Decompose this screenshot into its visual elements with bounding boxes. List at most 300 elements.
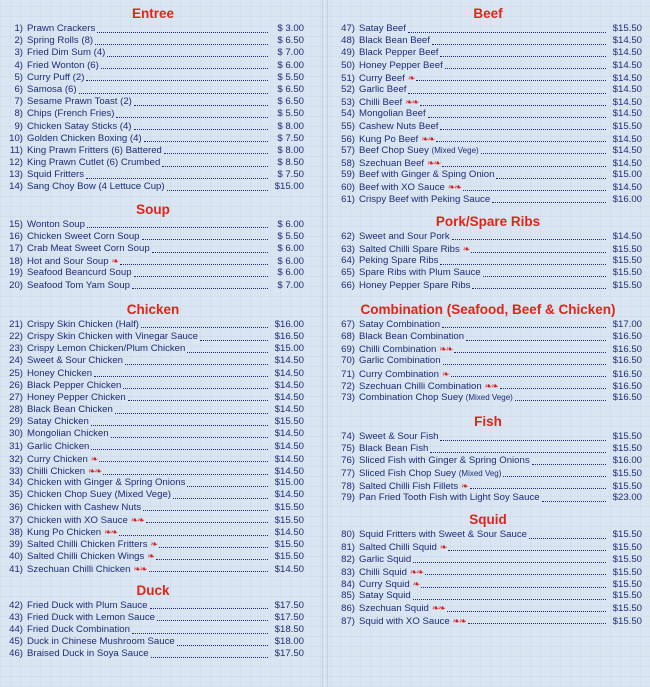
item-price: $ 6.00 bbox=[277, 218, 304, 230]
item-price: $23.00 bbox=[612, 492, 642, 503]
item-name-text: Chicken with XO Sauce bbox=[27, 514, 128, 526]
item-name bbox=[359, 468, 501, 480]
chili-pepper-icon: ❧ bbox=[150, 539, 158, 550]
menu-item-row bbox=[2, 72, 304, 84]
item-number: 15) bbox=[9, 218, 23, 230]
item-name bbox=[27, 600, 148, 612]
item-number: 76) bbox=[341, 455, 355, 467]
item-number: 52) bbox=[341, 83, 355, 95]
item-price: $ 6.50 bbox=[277, 83, 304, 95]
item-number: 7) bbox=[14, 96, 23, 108]
item-name-text: Garlic Chicken bbox=[27, 440, 90, 452]
item-name-text: Curry Chicken bbox=[27, 453, 88, 465]
item-name bbox=[359, 60, 443, 72]
menu-item-row bbox=[334, 280, 642, 292]
item-number: 17) bbox=[9, 243, 23, 254]
item-number: 34) bbox=[9, 477, 23, 489]
item-name bbox=[359, 267, 481, 279]
menu-item-row bbox=[2, 563, 304, 575]
menu-item-row bbox=[334, 590, 642, 602]
item-number: 86) bbox=[341, 603, 355, 615]
item-name bbox=[359, 392, 513, 404]
item-name bbox=[359, 455, 530, 467]
chili-pepper-icon: ❧❧ bbox=[104, 526, 118, 537]
item-name bbox=[27, 564, 130, 576]
item-number: 13) bbox=[9, 169, 23, 181]
item-price: $15.50 bbox=[274, 514, 304, 526]
section-gap bbox=[2, 292, 304, 300]
leader-dots bbox=[454, 344, 606, 353]
item-price: $16.50 bbox=[612, 330, 642, 342]
item-name bbox=[27, 96, 132, 108]
item-number: 33) bbox=[9, 466, 23, 477]
item-name-text: Garlic Combination bbox=[359, 355, 441, 367]
item-price: $15.50 bbox=[612, 603, 642, 615]
item-name-text: Sweet and Sour Pork bbox=[359, 230, 450, 242]
item-name bbox=[359, 108, 426, 120]
item-name bbox=[27, 380, 121, 392]
left-column bbox=[2, 4, 304, 661]
section-title-squid: Squid bbox=[469, 512, 507, 528]
leader-dots bbox=[500, 380, 606, 389]
menu-item-row bbox=[2, 526, 304, 538]
leader-dots bbox=[116, 109, 268, 118]
leader-dots bbox=[187, 344, 268, 353]
item-number: 36) bbox=[9, 501, 23, 513]
menu-item-row bbox=[334, 343, 642, 355]
item-price: $14.50 bbox=[274, 355, 304, 367]
menu-item-row bbox=[2, 636, 304, 648]
item-price: $ 6.50 bbox=[277, 96, 304, 108]
item-price: $16.50 bbox=[612, 344, 642, 356]
item-name-text: Mongolian Beef bbox=[359, 108, 426, 120]
menu-item-row bbox=[334, 541, 642, 553]
leader-dots bbox=[143, 502, 268, 511]
item-name-text: Szechuan Chilli Combination bbox=[359, 380, 482, 392]
item-name-text: Beef with XO Sauce bbox=[359, 182, 445, 194]
menu-item-row bbox=[334, 23, 642, 35]
menu-item-row bbox=[334, 84, 642, 96]
item-name bbox=[27, 121, 132, 133]
item-name bbox=[359, 280, 470, 292]
leader-dots bbox=[408, 24, 606, 33]
leader-dots bbox=[416, 72, 606, 81]
leader-dots bbox=[157, 612, 268, 621]
item-name bbox=[359, 319, 440, 331]
item-number: 5) bbox=[14, 71, 23, 83]
item-number: 85) bbox=[341, 590, 355, 602]
menu-item-row bbox=[334, 169, 642, 181]
item-name bbox=[27, 60, 99, 72]
menu-item-row bbox=[334, 602, 642, 614]
item-number: 1) bbox=[14, 23, 23, 34]
leader-dots bbox=[128, 392, 268, 401]
menu-item-row bbox=[334, 331, 642, 343]
item-number: 22) bbox=[9, 330, 23, 342]
leader-dots bbox=[94, 368, 268, 377]
item-name bbox=[359, 567, 407, 579]
section-title-soup: Soup bbox=[136, 201, 170, 217]
item-number: 16) bbox=[9, 230, 23, 242]
leader-dots bbox=[432, 36, 606, 45]
menu-item-row bbox=[2, 600, 304, 612]
item-number: 49) bbox=[341, 47, 355, 59]
item-number: 4) bbox=[14, 59, 23, 71]
page-fold bbox=[322, 0, 328, 687]
item-name-text: Wonton Soup bbox=[27, 218, 85, 230]
menu-item-row bbox=[334, 468, 642, 480]
item-number: 38) bbox=[9, 526, 23, 538]
leader-dots bbox=[447, 603, 606, 612]
menu-item-row bbox=[2, 502, 304, 514]
item-name bbox=[359, 355, 441, 367]
item-number: 27) bbox=[9, 391, 23, 403]
item-number: 40) bbox=[9, 551, 23, 563]
item-name-text: Fried Duck Combination bbox=[27, 624, 130, 636]
item-name-text: Satay Chicken bbox=[27, 416, 89, 428]
item-name-text: Chilli Combination bbox=[359, 344, 437, 356]
item-name-text: Hot and Sour Soup bbox=[27, 256, 109, 268]
leader-dots bbox=[471, 244, 606, 253]
item-price: $14.50 bbox=[612, 35, 642, 47]
menu-item-row bbox=[334, 255, 642, 267]
item-name bbox=[359, 35, 430, 47]
item-name-text: Crispy Lemon Chicken/Plum Chicken bbox=[27, 343, 186, 355]
menu-item-row bbox=[2, 343, 304, 355]
item-name-text: Black Bean Combination bbox=[359, 330, 465, 342]
leader-dots bbox=[146, 514, 268, 523]
item-name-text: Salted Chilli Chicken Fritters bbox=[27, 539, 148, 551]
item-number: 11) bbox=[9, 144, 23, 156]
menu-item-row bbox=[2, 550, 304, 562]
leader-dots bbox=[408, 85, 606, 94]
item-name-text: Satay Combination bbox=[359, 318, 441, 330]
item-number: 39) bbox=[9, 539, 23, 551]
item-name bbox=[27, 35, 93, 47]
item-number: 60) bbox=[341, 182, 355, 194]
item-name bbox=[27, 319, 139, 331]
item-name-text: Samosa (6) bbox=[27, 83, 77, 95]
menu-item-row bbox=[334, 157, 642, 169]
item-number: 35) bbox=[9, 489, 23, 501]
item-name bbox=[27, 169, 84, 181]
menu-item-row bbox=[334, 194, 642, 206]
menu-item-row bbox=[334, 145, 642, 157]
item-name bbox=[359, 603, 429, 615]
item-number: 26) bbox=[9, 379, 23, 391]
item-name-text: Pan Fried Tooth Fish with Light Soy Sauce bbox=[359, 492, 540, 503]
item-number: 51) bbox=[341, 72, 355, 84]
leader-dots bbox=[200, 332, 268, 341]
item-number: 23) bbox=[9, 343, 23, 355]
item-price: $15.50 bbox=[612, 255, 642, 267]
item-name bbox=[27, 527, 101, 539]
chili-pepper-icon: ❧❧ bbox=[427, 158, 441, 169]
item-number: 57) bbox=[341, 144, 355, 156]
item-number: 31) bbox=[9, 440, 23, 452]
leader-dots bbox=[91, 441, 268, 450]
chili-pepper-icon: ❧❧ bbox=[439, 344, 453, 355]
item-name bbox=[359, 554, 411, 566]
leader-dots bbox=[515, 392, 606, 401]
item-price: $15.00 bbox=[274, 477, 304, 489]
item-name-text: Sliced Fish Chop Suey bbox=[359, 467, 457, 479]
item-name bbox=[27, 624, 130, 636]
section-title-duck: Duck bbox=[136, 582, 170, 598]
leader-dots bbox=[141, 319, 268, 328]
menu-item-row bbox=[334, 615, 642, 627]
chili-pepper-icon: ❧❧ bbox=[130, 514, 144, 525]
section-title-entree: Entree bbox=[131, 6, 175, 21]
item-number: 65) bbox=[341, 267, 355, 279]
item-name-text: Chilli Beef bbox=[359, 97, 403, 109]
item-number: 79) bbox=[341, 492, 355, 503]
menu-item-row bbox=[2, 219, 304, 231]
item-name bbox=[359, 47, 438, 59]
item-number: 10) bbox=[9, 132, 23, 144]
item-number: 20) bbox=[9, 279, 23, 291]
item-price: $18.00 bbox=[274, 636, 304, 648]
leader-dots bbox=[115, 405, 268, 414]
section-gap bbox=[334, 292, 642, 300]
item-name bbox=[27, 145, 162, 157]
menu-item-row bbox=[2, 243, 304, 255]
item-price: $15.50 bbox=[612, 244, 642, 255]
item-price: $ 6.00 bbox=[277, 59, 304, 71]
item-name-text: Black Pepper Chicken bbox=[27, 379, 122, 391]
item-name-text: Cashew Nuts Beef bbox=[359, 120, 439, 132]
item-number: 47) bbox=[341, 23, 355, 34]
item-name bbox=[359, 145, 479, 157]
item-price: $16.50 bbox=[612, 380, 642, 392]
item-name bbox=[27, 243, 150, 255]
item-number: 80) bbox=[341, 529, 355, 541]
item-price: $ 6.00 bbox=[277, 243, 304, 254]
menu-item-row bbox=[334, 181, 642, 193]
item-number: 43) bbox=[9, 611, 23, 623]
item-name bbox=[27, 404, 113, 416]
item-name-text: Spare Ribs with Plum Sauce bbox=[359, 267, 481, 279]
item-name bbox=[27, 84, 77, 96]
item-price: $15.50 bbox=[612, 467, 642, 479]
item-name-text: Honey Pepper Beef bbox=[359, 59, 443, 71]
item-price: $18.50 bbox=[274, 624, 304, 636]
item-name-text: Fried Duck with Lemon Sauce bbox=[27, 611, 155, 623]
leader-dots bbox=[420, 97, 606, 106]
menu-item-row bbox=[2, 108, 304, 120]
leader-dots bbox=[413, 554, 606, 563]
item-name-text: Szechuan Chilli Chicken bbox=[27, 563, 131, 575]
menu-item-row bbox=[334, 72, 642, 84]
leader-dots bbox=[430, 444, 606, 453]
leader-dots bbox=[468, 615, 606, 624]
menu-item-row bbox=[334, 319, 642, 331]
item-name-text: Satay Beef bbox=[359, 23, 406, 34]
leader-dots bbox=[86, 170, 268, 179]
item-name-text: Curry Combination bbox=[359, 368, 439, 380]
item-price: $14.50 bbox=[274, 428, 304, 440]
item-price: $15.00 bbox=[274, 181, 304, 193]
menu-item-row bbox=[334, 554, 642, 566]
item-number: 41) bbox=[9, 563, 23, 575]
item-price: $15.50 bbox=[612, 480, 642, 492]
chili-pepper-icon: ❧❧ bbox=[452, 615, 466, 626]
item-price: $14.50 bbox=[612, 97, 642, 109]
leader-dots bbox=[111, 429, 268, 438]
leader-dots bbox=[440, 121, 606, 130]
leader-dots bbox=[159, 539, 268, 548]
item-name bbox=[359, 84, 406, 96]
item-price: $ 5.50 bbox=[277, 230, 304, 242]
item-price: $ 5.50 bbox=[277, 108, 304, 120]
leader-dots bbox=[187, 478, 268, 487]
item-name bbox=[27, 267, 132, 279]
item-name bbox=[27, 343, 185, 355]
menu-item-row bbox=[334, 368, 642, 380]
item-number: 64) bbox=[341, 255, 355, 267]
menu-item-row bbox=[2, 255, 304, 267]
leader-dots bbox=[425, 566, 606, 575]
item-note: (Mixed Veg) bbox=[458, 468, 502, 478]
item-name-text: Squid with XO Sauce bbox=[359, 615, 450, 627]
item-name-text: Braised Duck in Soya Sauce bbox=[27, 648, 149, 660]
item-number: 59) bbox=[341, 169, 355, 181]
item-name bbox=[27, 539, 148, 551]
item-price: $17.50 bbox=[274, 611, 304, 623]
item-number: 72) bbox=[341, 380, 355, 392]
item-price: $14.50 bbox=[274, 563, 304, 575]
item-price: $ 8.00 bbox=[277, 144, 304, 156]
leader-dots bbox=[142, 231, 268, 240]
item-name bbox=[359, 443, 428, 455]
menu-item-row bbox=[334, 380, 642, 392]
item-number: 53) bbox=[341, 97, 355, 109]
menu-item-row bbox=[334, 35, 642, 47]
section-title-pork-spare-ribs: Pork/Spare Ribs bbox=[435, 213, 541, 229]
menu-item-row bbox=[2, 60, 304, 72]
menu-item-row bbox=[2, 453, 304, 465]
leader-dots bbox=[107, 48, 268, 57]
item-price: $14.50 bbox=[274, 526, 304, 538]
menu-item-row bbox=[334, 578, 642, 590]
leader-dots bbox=[443, 356, 606, 365]
chili-pepper-icon: ❧❧ bbox=[405, 97, 419, 108]
item-number: 66) bbox=[341, 279, 355, 291]
leader-dots bbox=[442, 319, 606, 328]
item-number: 48) bbox=[341, 35, 355, 47]
chili-pepper-icon: ❧ bbox=[462, 244, 470, 254]
item-number: 71) bbox=[341, 368, 355, 380]
item-name bbox=[27, 355, 123, 367]
item-name-text: Crispy Beef with Peking Sauce bbox=[359, 193, 491, 205]
item-name-text: Fried Duck with Plum Sauce bbox=[27, 599, 148, 611]
item-number: 9) bbox=[14, 120, 23, 132]
leader-dots bbox=[532, 456, 606, 465]
leader-dots bbox=[440, 432, 606, 441]
item-name bbox=[27, 23, 95, 35]
item-price: $15.50 bbox=[612, 615, 642, 627]
menu-item-row bbox=[2, 514, 304, 526]
leader-dots bbox=[162, 158, 268, 167]
item-name-text: Chilli Chicken bbox=[27, 466, 86, 477]
leader-dots bbox=[470, 480, 606, 489]
item-price: $15.50 bbox=[612, 590, 642, 602]
leader-dots bbox=[445, 60, 606, 69]
item-name bbox=[27, 392, 126, 404]
menu-item-row bbox=[2, 169, 304, 181]
item-price: $16.50 bbox=[612, 355, 642, 367]
item-price: $14.50 bbox=[274, 466, 304, 477]
item-name bbox=[27, 181, 165, 193]
menu-item-row bbox=[334, 60, 642, 72]
item-name-text: Satay Squid bbox=[359, 590, 411, 602]
item-price: $14.50 bbox=[612, 158, 642, 170]
leader-dots bbox=[95, 36, 268, 45]
item-name bbox=[359, 194, 490, 206]
item-number: 68) bbox=[341, 330, 355, 342]
item-name bbox=[27, 108, 114, 120]
item-number: 63) bbox=[341, 244, 355, 255]
leader-dots bbox=[152, 244, 268, 253]
item-price: $14.50 bbox=[274, 453, 304, 465]
item-name-text: Szechuan Beef bbox=[359, 158, 425, 170]
leader-dots bbox=[134, 121, 268, 130]
leader-dots bbox=[151, 649, 268, 658]
item-price: $14.50 bbox=[612, 83, 642, 95]
item-number: 83) bbox=[341, 566, 355, 578]
menu-item-row bbox=[2, 47, 304, 59]
leader-dots bbox=[79, 85, 268, 94]
menu-item-row bbox=[334, 96, 642, 108]
item-number: 77) bbox=[341, 467, 355, 479]
item-name-text: Kung Po Beef bbox=[359, 133, 419, 145]
leader-dots bbox=[125, 356, 268, 365]
item-number: 19) bbox=[9, 267, 23, 279]
menu-item-row bbox=[334, 529, 642, 541]
menu-item-row bbox=[334, 455, 642, 467]
item-note: (Mixed Vege) bbox=[431, 145, 479, 155]
leader-dots bbox=[421, 579, 606, 588]
menu-item-row bbox=[334, 108, 642, 120]
item-name-text: Honey Chicken bbox=[27, 367, 93, 379]
item-name bbox=[359, 331, 464, 343]
leader-dots bbox=[134, 268, 268, 277]
item-price: $14.50 bbox=[274, 379, 304, 391]
leader-dots bbox=[149, 563, 268, 572]
item-price: $15.00 bbox=[612, 169, 642, 181]
item-number: 61) bbox=[341, 193, 355, 205]
item-name bbox=[27, 551, 144, 563]
item-price: $14.50 bbox=[612, 133, 642, 145]
menu-item-row bbox=[334, 133, 642, 145]
item-price: $15.50 bbox=[274, 501, 304, 513]
menu-item-row bbox=[2, 231, 304, 243]
item-name-text: Beef Chop Suey bbox=[359, 144, 429, 156]
menu-item-row bbox=[334, 355, 642, 367]
leader-dots bbox=[97, 24, 268, 33]
item-name bbox=[359, 231, 450, 243]
item-price: $15.50 bbox=[612, 279, 642, 291]
item-price: $17.00 bbox=[612, 318, 642, 330]
menu-item-row bbox=[334, 480, 642, 492]
menu-item-row bbox=[2, 84, 304, 96]
item-price: $ 5.50 bbox=[277, 71, 304, 83]
right-column bbox=[334, 4, 642, 627]
item-number: 42) bbox=[9, 599, 23, 611]
leader-dots bbox=[472, 280, 606, 289]
item-number: 69) bbox=[341, 344, 355, 356]
item-number: 50) bbox=[341, 59, 355, 71]
